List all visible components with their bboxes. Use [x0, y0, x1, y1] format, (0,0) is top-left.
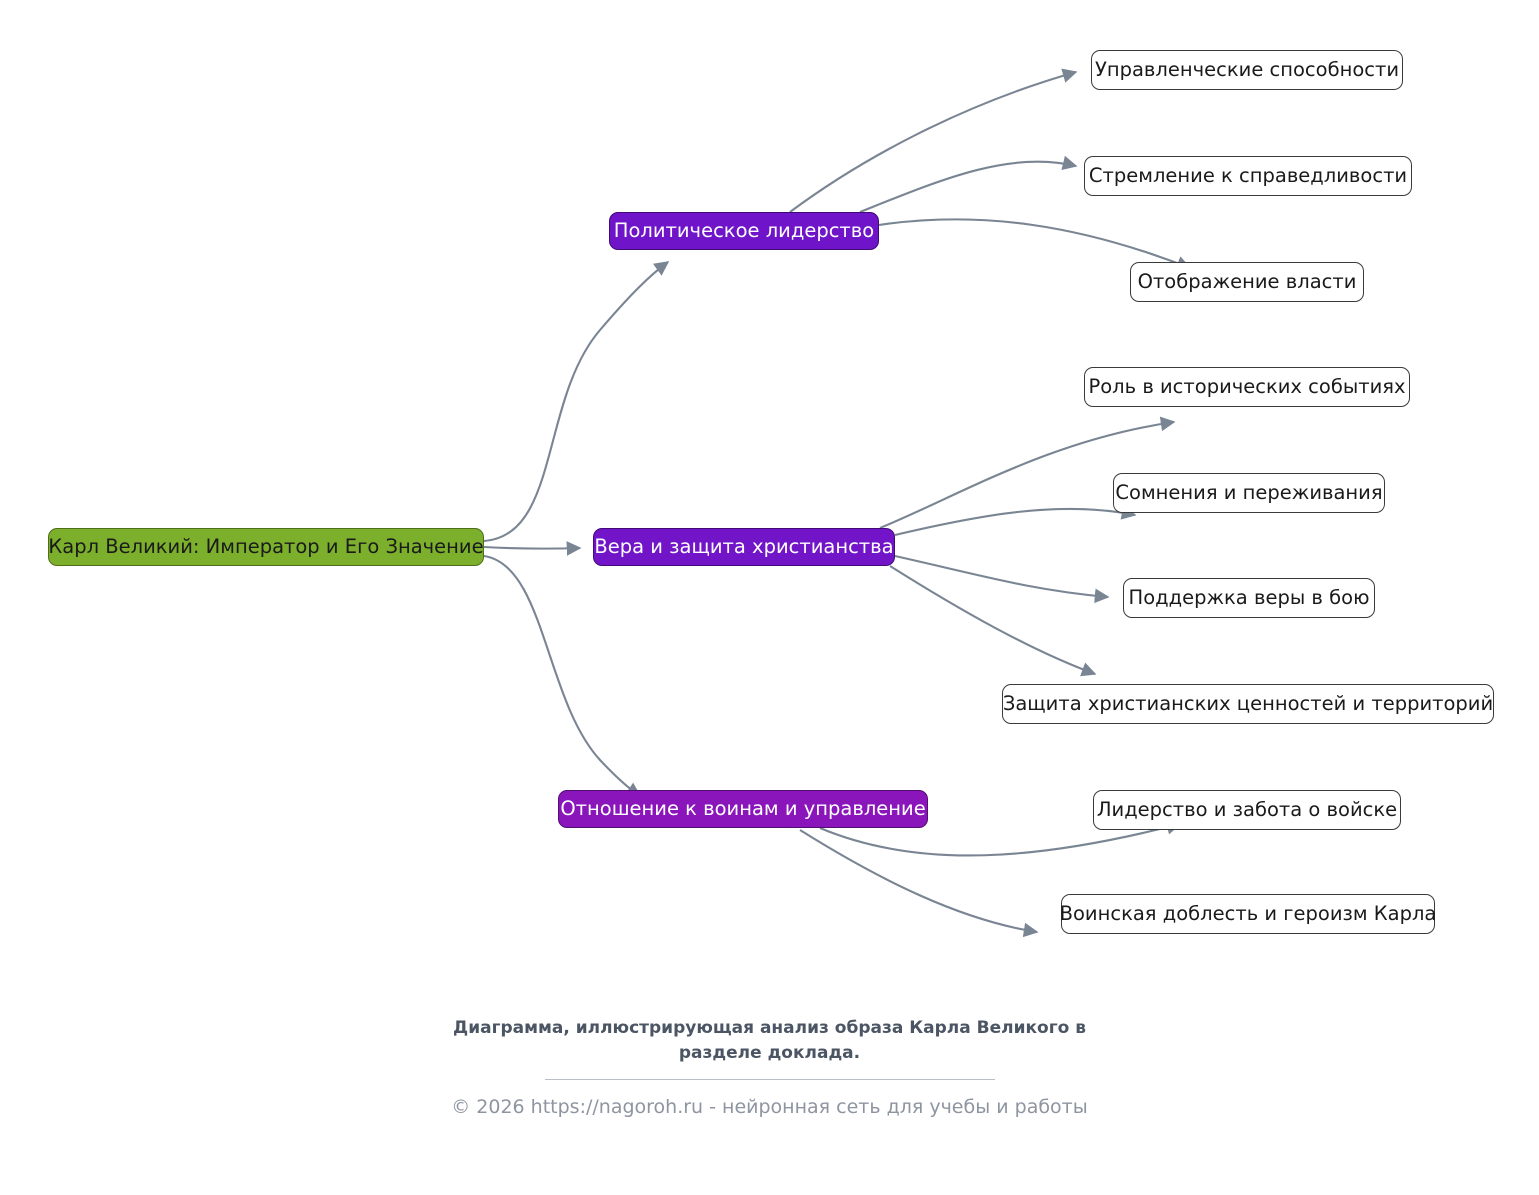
edge-faith-to-doubts: [895, 509, 1135, 535]
node-leaf-label: Поддержка веры в бою: [1128, 586, 1370, 610]
node-leaf-label: Воинская доблесть и героизм Карла: [1059, 902, 1437, 926]
node-branch-label: Политическое лидерство: [613, 219, 875, 243]
node-branch-attitude-to-warriors-and-governance[interactable]: [558, 790, 928, 828]
node-branch-label: Вера и защита христианства: [594, 535, 894, 559]
edge-soldiers-to-valor: [800, 830, 1037, 932]
edge-political-to-skills: [790, 72, 1076, 212]
node-leaf-label: Отображение власти: [1137, 270, 1357, 294]
node-leaf-label: Защита христианских ценностей и территорий: [1002, 692, 1494, 716]
node-leaf-role-in-historical-events[interactable]: [1084, 367, 1410, 407]
node-leaf-defense-of-christian-values-and-territories[interactable]: [1002, 684, 1494, 724]
edge-faith-to-support: [895, 556, 1108, 597]
footer-copyright: © 2026 https://nagoroh.ru - нейронная сеть для учебы и работы: [451, 1096, 1088, 1119]
edge-political-to-power: [879, 219, 1190, 268]
node-leaf-leadership-and-care-for-army[interactable]: [1093, 790, 1401, 830]
edge-root-to-political: [484, 262, 668, 541]
node-leaf-display-of-power[interactable]: [1130, 262, 1364, 302]
node-leaf-label: Лидерство и забота о войске: [1096, 798, 1398, 822]
edge-root-to-faith: [484, 547, 580, 549]
node-branch-faith-and-defense-of-christianity[interactable]: [593, 528, 895, 566]
node-leaf-label: Управленческие способности: [1094, 58, 1400, 82]
node-root-label: Карл Великий: Император и Его Значение: [48, 535, 484, 559]
node-leaf-label: Роль в исторических событиях: [1088, 375, 1406, 399]
edge-root-to-soldiers: [484, 556, 640, 796]
footer: [0, 1016, 1539, 1118]
node-leaf-pursuit-of-justice[interactable]: [1084, 156, 1412, 196]
diagram-caption: Диаграмма, иллюстрирующая анализ образа Карла Великого в разделе доклада.: [453, 1018, 1086, 1063]
footer-divider: [545, 1079, 995, 1080]
node-leaf-doubts-and-experiences[interactable]: [1113, 473, 1385, 513]
node-leaf-label: Сомнения и переживания: [1115, 481, 1383, 505]
edge-political-to-justice: [860, 162, 1076, 212]
node-leaf-military-valor-and-heroism[interactable]: [1061, 894, 1435, 934]
node-leaf-faith-support-in-battle[interactable]: [1123, 578, 1375, 618]
node-leaf-management-skills[interactable]: [1091, 50, 1403, 90]
node-branch-political-leadership[interactable]: [609, 212, 879, 250]
edge-faith-to-defense: [890, 566, 1095, 674]
node-root[interactable]: [48, 528, 484, 566]
node-leaf-label: Стремление к справедливости: [1088, 164, 1408, 188]
node-branch-label: Отношение к воинам и управление: [560, 797, 926, 821]
